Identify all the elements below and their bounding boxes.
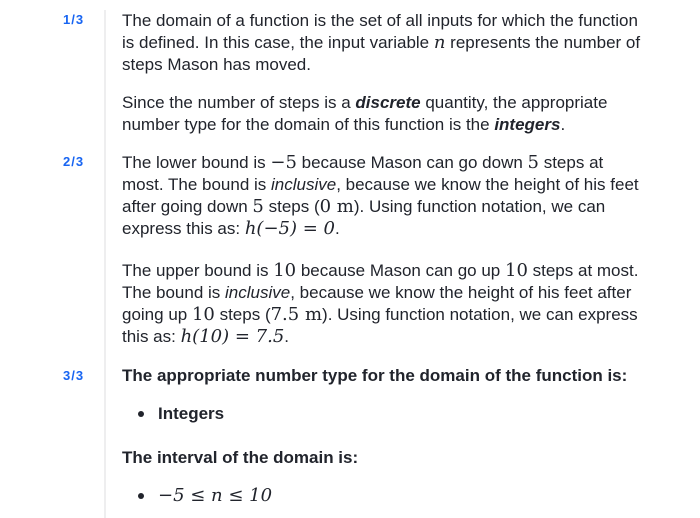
hint-number: 1/3 — [63, 12, 85, 27]
hint-heading: The interval of the domain is: — [122, 448, 359, 467]
list-item: Integers — [122, 403, 642, 425]
hint-divider — [104, 145, 106, 367]
hint-paragraph: The domain of a function is the set of all inputs for which the function is defined. In this case, the input variable n represents the number of steps Mason has moved. — [122, 11, 641, 74]
list-item: −5 ≤ n ≤ 10 — [122, 485, 642, 507]
hint-divider — [104, 359, 106, 518]
hint-body — [122, 152, 642, 348]
hint-number: 2/3 — [63, 154, 85, 169]
hint-paragraph: Since the number of steps is a discrete quantity, the appropriate number type for the domain of this function is the integers. — [122, 93, 608, 134]
hint-number: 3/3 — [63, 368, 85, 383]
hint-body — [122, 10, 642, 136]
hint-heading: The appropriate number type for the domain of the function is: — [122, 366, 628, 385]
bullet-icon — [138, 493, 144, 499]
hint-body — [122, 365, 642, 507]
number-type-list — [122, 403, 642, 425]
interval-list — [122, 485, 642, 507]
hint-divider — [104, 10, 106, 145]
hint-paragraph: The lower bound is −5 because Mason can go down 5 steps at most. The bound is inclusive, because we know the height of his feet after going down 5 steps (0 m). Using function notation, we can express this as: h(−5) = 0. — [122, 152, 639, 239]
bullet-icon — [138, 411, 144, 417]
hint-paragraph: The upper bound is 10 because Mason can go up 10 steps at most. The bound is inclusive, because we know the height of his feet after going up 10 steps (7.5 m). Using function notation, we can express this as: h(10) = 7.5. — [122, 260, 639, 347]
